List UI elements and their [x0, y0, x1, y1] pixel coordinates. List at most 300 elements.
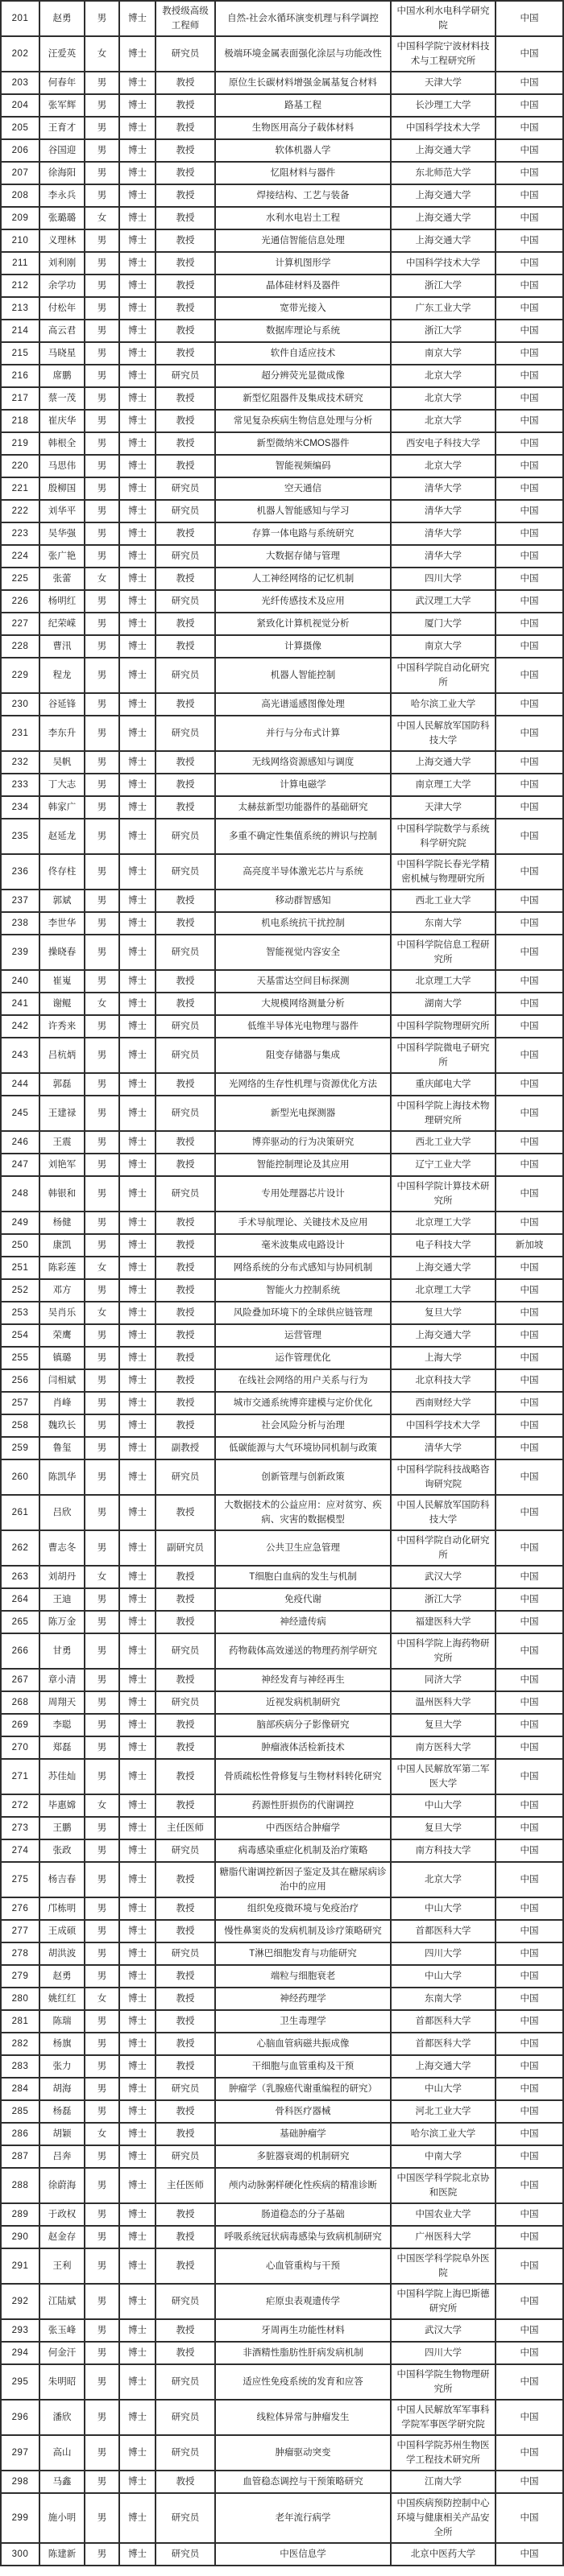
cell-index: 277	[1, 1920, 39, 1942]
cell-title: 研究员	[156, 1942, 215, 1965]
table-row	[1, 184, 563, 207]
cell-name: 陈瑞	[39, 2010, 85, 2033]
table-row	[1, 275, 563, 297]
cell-research-field: 高光谱遥感图像处理	[215, 693, 391, 716]
cell-gender: 男	[85, 796, 119, 819]
cell-title: 研究员	[156, 1691, 215, 1714]
cell-gender: 男	[85, 2342, 119, 2364]
cell-country: 中国	[496, 2168, 563, 2203]
cell-degree: 博士	[119, 1839, 156, 1862]
table-row	[1, 635, 563, 658]
cell-title: 教授	[156, 2123, 215, 2145]
cell-institution: 上海交通大学	[391, 1257, 496, 1279]
cell-name: 马晓星	[39, 342, 85, 365]
cell-title: 教授	[156, 455, 215, 477]
cell-country: 中国	[496, 1096, 563, 1131]
cell-country: 中国	[496, 854, 563, 890]
cell-title: 教授	[156, 2033, 215, 2055]
cell-research-field: 并行与分布式计算	[215, 716, 391, 751]
cell-name: 吴华强	[39, 522, 85, 545]
cell-index: 233	[1, 774, 39, 796]
cell-institution: 中国科学院上海药物研究所	[391, 1633, 496, 1669]
cell-name: 刘利刚	[39, 252, 85, 275]
cell-index: 246	[1, 1131, 39, 1154]
cell-name: 陈彩莲	[39, 1257, 85, 1279]
cell-index: 212	[1, 275, 39, 297]
cell-research-field: 软件自适应技术	[215, 342, 391, 365]
cell-index: 259	[1, 1437, 39, 1459]
cell-research-field: 智能视频编码	[215, 455, 391, 477]
table-row	[1, 1257, 563, 1279]
cell-gender: 男	[85, 1633, 119, 1669]
cell-name: 徐蔚海	[39, 2168, 85, 2203]
cell-index: 266	[1, 1633, 39, 1669]
cell-country: 中国	[496, 2203, 563, 2226]
cell-title: 研究员	[156, 365, 215, 387]
cell-country: 中国	[496, 500, 563, 522]
cell-institution: 温州医科大学	[391, 1691, 496, 1714]
cell-gender: 男	[85, 2248, 119, 2284]
table-row	[1, 1131, 563, 1154]
cell-title: 研究员	[156, 2145, 215, 2168]
cell-title: 教授	[156, 1347, 215, 1369]
cell-gender: 男	[85, 2493, 119, 2543]
cell-research-field: 毫米波集成电路设计	[215, 1234, 391, 1257]
cell-gender: 男	[85, 1015, 119, 1038]
table-row	[1, 1495, 563, 1530]
table-row	[1, 229, 563, 252]
cell-index: 292	[1, 2284, 39, 2319]
cell-institution: 上海交通大学	[391, 229, 496, 252]
cell-research-field: 肿瘤液体活检新技术	[215, 1736, 391, 1759]
cell-title: 研究员	[156, 2493, 215, 2543]
cell-degree: 博士	[119, 1817, 156, 1839]
table-row	[1, 1794, 563, 1817]
cell-country: 中国	[496, 1817, 563, 1839]
cell-degree: 博士	[119, 1096, 156, 1131]
cell-research-field: 在线社会网络的用户关系与行为	[215, 1369, 391, 1392]
cell-title: 教授	[156, 1566, 215, 1588]
cell-degree: 博士	[119, 2284, 156, 2319]
cell-degree: 博士	[119, 297, 156, 320]
cell-degree: 博士	[119, 1347, 156, 1369]
cell-degree: 博士	[119, 1, 156, 36]
cell-institution: 东南大学	[391, 912, 496, 935]
cell-title: 教授	[156, 1154, 215, 1176]
cell-research-field: 紧致化计算机视觉分析	[215, 613, 391, 635]
cell-gender: 男	[85, 1073, 119, 1096]
cell-country: 中国	[496, 1669, 563, 1691]
cell-gender: 男	[85, 1437, 119, 1459]
cell-title: 教授	[156, 117, 215, 139]
cell-name: 杨吉春	[39, 1862, 85, 1897]
cell-name: 蔡一茂	[39, 387, 85, 410]
cell-institution: 北京大学	[391, 365, 496, 387]
cell-research-field: 创新管理与创新政策	[215, 1459, 391, 1495]
cell-name: 邓方	[39, 1279, 85, 1302]
cell-title: 教授	[156, 94, 215, 117]
table-row	[1, 2010, 563, 2033]
cell-degree: 博士	[119, 275, 156, 297]
cell-country: 中国	[496, 1566, 563, 1588]
cell-research-field: 软体机器人学	[215, 139, 391, 162]
cell-country: 中国	[496, 2435, 563, 2471]
cell-name: 张政	[39, 1839, 85, 1862]
cell-research-field: 大数据技术的公益应用：应对贫穷、疾病、灾害的数据模型	[215, 1495, 391, 1530]
cell-degree: 博士	[119, 1965, 156, 1988]
cell-institution: 辽宁工业大学	[391, 1154, 496, 1176]
cell-institution: 中山大学	[391, 1794, 496, 1817]
cell-degree: 博士	[119, 2145, 156, 2168]
cell-title: 教授	[156, 774, 215, 796]
cell-title: 研究员	[156, 716, 215, 751]
cell-institution: 东南大学	[391, 1988, 496, 2010]
cell-institution: 武汉大学	[391, 1566, 496, 1588]
table-row	[1, 2493, 563, 2543]
cell-research-field: 呼吸系统冠状病毒感染与致病机制研究	[215, 2226, 391, 2248]
cell-gender: 男	[85, 455, 119, 477]
cell-degree: 博士	[119, 1714, 156, 1736]
cell-country: 中国	[496, 1302, 563, 1324]
cell-degree: 博士	[119, 716, 156, 751]
cell-institution: 中国科学院上海巴斯德研究所	[391, 2284, 496, 2319]
table-row	[1, 1691, 563, 1714]
cell-country: 中国	[496, 1691, 563, 1714]
cell-gender: 男	[85, 2033, 119, 2055]
cell-degree: 博士	[119, 522, 156, 545]
cell-country: 中国	[496, 2248, 563, 2284]
cell-research-field: 智能控制理论及其应用	[215, 1154, 391, 1176]
cell-research-field: 多重不确定性集值系统的辨识与控制	[215, 819, 391, 854]
cell-degree: 博士	[119, 1324, 156, 1347]
cell-country: 中国	[496, 1736, 563, 1759]
cell-institution: 中山大学	[391, 1897, 496, 1920]
table-row	[1, 1, 563, 36]
cell-degree: 博士	[119, 2010, 156, 2033]
table-row	[1, 716, 563, 751]
cell-index: 240	[1, 970, 39, 993]
cell-institution: 中国人民解放军军事科学院军事医学研究院	[391, 2400, 496, 2435]
cell-degree: 博士	[119, 912, 156, 935]
cell-research-field: 脑部疾病分子影像研究	[215, 1714, 391, 1736]
cell-index: 285	[1, 2100, 39, 2123]
cell-title: 研究员	[156, 590, 215, 613]
cell-research-field: 极端环境金属表面强化涂层与功能改性	[215, 36, 391, 72]
table-row	[1, 1324, 563, 1347]
cell-country: 中国	[496, 477, 563, 500]
cell-institution: 北京中医药大学	[391, 2543, 496, 2566]
cell-name: 肖峰	[39, 1392, 85, 1414]
cell-degree: 博士	[119, 935, 156, 970]
cell-index: 221	[1, 477, 39, 500]
cell-institution: 北京大学	[391, 410, 496, 432]
cell-institution: 中山大学	[391, 2078, 496, 2100]
cell-index: 206	[1, 139, 39, 162]
cell-country: 中国	[496, 1588, 563, 1611]
cell-country: 中国	[496, 2400, 563, 2435]
cell-degree: 博士	[119, 2543, 156, 2566]
table-row	[1, 613, 563, 635]
cell-index: 273	[1, 1817, 39, 1839]
cell-gender: 女	[85, 1302, 119, 1324]
cell-institution: 上海交通大学	[391, 1324, 496, 1347]
cell-title: 教授	[156, 2248, 215, 2284]
cell-country: 中国	[496, 2033, 563, 2055]
cell-institution: 广州医科大学	[391, 2226, 496, 2248]
cell-gender: 男	[85, 2010, 119, 2033]
cell-institution: 中国农业大学	[391, 2203, 496, 2226]
table-row	[1, 365, 563, 387]
cell-name: 杨健	[39, 1212, 85, 1234]
cell-country: 中国	[496, 1369, 563, 1392]
cell-title: 教授	[156, 1897, 215, 1920]
cell-degree: 博士	[119, 819, 156, 854]
cell-index: 235	[1, 819, 39, 854]
cell-country: 中国	[496, 1759, 563, 1794]
cell-gender: 女	[85, 568, 119, 590]
cell-degree: 博士	[119, 1392, 156, 1414]
cell-index: 271	[1, 1759, 39, 1794]
cell-research-field: 免疫代谢	[215, 1588, 391, 1611]
cell-gender: 男	[85, 1459, 119, 1495]
cell-research-field: 大规模网络测量分析	[215, 993, 391, 1015]
cell-gender: 男	[85, 1669, 119, 1691]
cell-gender: 男	[85, 912, 119, 935]
cell-gender: 男	[85, 2226, 119, 2248]
cell-institution: 上海交通大学	[391, 139, 496, 162]
cell-research-field: 低碳能源与大气环境协同机制与政策	[215, 1437, 391, 1459]
cell-name: 王育才	[39, 117, 85, 139]
cell-institution: 浙江大学	[391, 320, 496, 342]
table-row	[1, 751, 563, 774]
cell-index: 232	[1, 751, 39, 774]
cell-name: 荣鹰	[39, 1324, 85, 1347]
cell-research-field: 运营管理	[215, 1324, 391, 1347]
cell-title: 教授	[156, 1611, 215, 1633]
cell-index: 257	[1, 1392, 39, 1414]
cell-gender: 男	[85, 1897, 119, 1920]
cell-name: 闫相斌	[39, 1369, 85, 1392]
cell-gender: 男	[85, 658, 119, 693]
cell-institution: 天津大学	[391, 796, 496, 819]
cell-research-field: 卫生毒理学	[215, 2010, 391, 2033]
table-row	[1, 568, 563, 590]
cell-gender: 男	[85, 819, 119, 854]
table-row	[1, 297, 563, 320]
cell-name: 章小清	[39, 1669, 85, 1691]
cell-title: 教授	[156, 297, 215, 320]
table-row	[1, 455, 563, 477]
cell-institution: 北京理工大学	[391, 1279, 496, 1302]
cell-index: 268	[1, 1691, 39, 1714]
cell-index: 241	[1, 993, 39, 1015]
cell-country: 中国	[496, 613, 563, 635]
cell-title: 教授	[156, 1862, 215, 1897]
cell-index: 224	[1, 545, 39, 568]
cell-country: 中国	[496, 912, 563, 935]
cell-gender: 男	[85, 1131, 119, 1154]
table-row	[1, 2342, 563, 2364]
cell-research-field: 自然-社会水循环演变机理与科学调控	[215, 1, 391, 36]
cell-index: 296	[1, 2400, 39, 2435]
table-row	[1, 1714, 563, 1736]
cell-institution: 厦门大学	[391, 613, 496, 635]
cell-title: 研究员	[156, 658, 215, 693]
cell-research-field: 社会风险分析与治理	[215, 1414, 391, 1437]
cell-degree: 博士	[119, 117, 156, 139]
table-row	[1, 1437, 563, 1459]
cell-title: 教授	[156, 1131, 215, 1154]
cell-country: 中国	[496, 1611, 563, 1633]
cell-gender: 男	[85, 2100, 119, 2123]
table-row	[1, 1817, 563, 1839]
cell-title: 研究员	[156, 1096, 215, 1131]
cell-name: 张玉峰	[39, 2319, 85, 2342]
cell-index: 230	[1, 693, 39, 716]
cell-country: 中国	[496, 1530, 563, 1566]
cell-index: 219	[1, 432, 39, 455]
cell-country: 中国	[496, 117, 563, 139]
cell-name: 吴肖乐	[39, 1302, 85, 1324]
cell-degree: 博士	[119, 1154, 156, 1176]
cell-research-field: 线粒体异常与肿瘤发生	[215, 2400, 391, 2435]
cell-research-field: 糖脂代谢调控新因子鉴定及其在糖尿病诊治中的应用	[215, 1862, 391, 1897]
cell-institution: 上海交通大学	[391, 751, 496, 774]
cell-research-field: 光通信智能信息处理	[215, 229, 391, 252]
cell-country: 中国	[496, 2226, 563, 2248]
cell-index: 204	[1, 94, 39, 117]
cell-country: 中国	[496, 252, 563, 275]
cell-institution: 西安电子科技大学	[391, 432, 496, 455]
cell-title: 教授	[156, 635, 215, 658]
cell-degree: 博士	[119, 2471, 156, 2493]
cell-institution: 东北师范大学	[391, 162, 496, 184]
cell-gender: 男	[85, 2203, 119, 2226]
cell-name: 谢鲲	[39, 993, 85, 1015]
cell-title: 教授	[156, 387, 215, 410]
cell-title: 主任医师	[156, 1817, 215, 1839]
cell-degree: 博士	[119, 1794, 156, 1817]
cell-name: 朱明昭	[39, 2364, 85, 2400]
cell-gender: 男	[85, 1942, 119, 1965]
cell-institution: 江南大学	[391, 2471, 496, 2493]
cell-institution: 北京理工大学	[391, 970, 496, 993]
cell-institution: 中国医学科学院北京协和医院	[391, 2168, 496, 2203]
cell-country: 中国	[496, 2319, 563, 2342]
cell-gender: 男	[85, 590, 119, 613]
cell-institution: 清华大学	[391, 1437, 496, 1459]
cell-country: 中国	[496, 1897, 563, 1920]
cell-degree: 博士	[119, 252, 156, 275]
cell-research-field: 颅内动脉粥样硬化性疾病的精准诊断	[215, 2168, 391, 2203]
cell-index: 222	[1, 500, 39, 522]
cell-research-field: 干细胞与血管重构及干预	[215, 2055, 391, 2078]
cell-country: 中国	[496, 1154, 563, 1176]
table-row	[1, 522, 563, 545]
cell-index: 242	[1, 1015, 39, 1038]
cell-name: 郭斌	[39, 890, 85, 912]
cell-name: 康凯	[39, 1234, 85, 1257]
cell-gender: 男	[85, 751, 119, 774]
cell-institution: 四川大学	[391, 1942, 496, 1965]
cell-title: 研究员	[156, 1839, 215, 1862]
cell-degree: 博士	[119, 2203, 156, 2226]
cell-title: 教授	[156, 1794, 215, 1817]
cell-institution: 复旦大学	[391, 1302, 496, 1324]
cell-index: 218	[1, 410, 39, 432]
cell-index: 279	[1, 1965, 39, 1988]
cell-title: 教授	[156, 1257, 215, 1279]
cell-name: 佟存柱	[39, 854, 85, 890]
cell-degree: 博士	[119, 2400, 156, 2435]
cell-index: 256	[1, 1369, 39, 1392]
cell-country: 中国	[496, 1131, 563, 1154]
cell-degree: 博士	[119, 1897, 156, 1920]
table-row	[1, 432, 563, 455]
cell-name: 郭磊	[39, 1073, 85, 1096]
cell-country: 中国	[496, 320, 563, 342]
cell-name: 吕奔	[39, 2145, 85, 2168]
table-row	[1, 1212, 563, 1234]
cell-index: 276	[1, 1897, 39, 1920]
cell-title: 教授	[156, 1212, 215, 1234]
cell-country: 中国	[496, 1038, 563, 1073]
cell-research-field: 专用处理器芯片设计	[215, 1176, 391, 1212]
cell-name: 胡海	[39, 2078, 85, 2100]
cell-institution: 中国科学院信息工程研究所	[391, 935, 496, 970]
cell-title: 研究员	[156, 1015, 215, 1038]
cell-degree: 博士	[119, 1234, 156, 1257]
table-row	[1, 1942, 563, 1965]
cell-institution: 中国人民解放军第二军医大学	[391, 1759, 496, 1794]
cell-institution: 清华大学	[391, 545, 496, 568]
cell-institution: 浙江大学	[391, 275, 496, 297]
cell-gender: 男	[85, 1, 119, 36]
table-row	[1, 1530, 563, 1566]
cell-research-field: 肿瘤驱动突变	[215, 2435, 391, 2471]
cell-gender: 男	[85, 1212, 119, 1234]
cell-country: 新加坡	[496, 1234, 563, 1257]
cell-country: 中国	[496, 2493, 563, 2543]
cell-institution: 清华大学	[391, 522, 496, 545]
table-row	[1, 1279, 563, 1302]
cell-research-field: 数据库理论与系统	[215, 320, 391, 342]
cell-index: 252	[1, 1279, 39, 1302]
table-row	[1, 94, 563, 117]
cell-gender: 男	[85, 2168, 119, 2203]
table-row	[1, 2435, 563, 2471]
cell-institution: 南方医科大学	[391, 1736, 496, 1759]
cell-title: 教授	[156, 1392, 215, 1414]
cell-name: 吕欣	[39, 1495, 85, 1530]
cell-index: 220	[1, 455, 39, 477]
cell-institution: 南方科技大学	[391, 1839, 496, 1862]
cell-gender: 男	[85, 2400, 119, 2435]
cell-gender: 男	[85, 635, 119, 658]
cell-title: 教授	[156, 139, 215, 162]
cell-research-field: 牙周再生功能性材料	[215, 2319, 391, 2342]
cell-country: 中国	[496, 635, 563, 658]
cell-index: 244	[1, 1073, 39, 1096]
table-row	[1, 774, 563, 796]
cell-research-field: 生物医用高分子载体材料	[215, 117, 391, 139]
cell-research-field: 神经遗传病	[215, 1611, 391, 1633]
cell-name: 义理林	[39, 229, 85, 252]
cell-country: 中国	[496, 819, 563, 854]
cell-research-field: 城市交通系统博弈建模与定价优化	[215, 1392, 391, 1414]
cell-institution: 长沙理工大学	[391, 94, 496, 117]
cell-index: 211	[1, 252, 39, 275]
